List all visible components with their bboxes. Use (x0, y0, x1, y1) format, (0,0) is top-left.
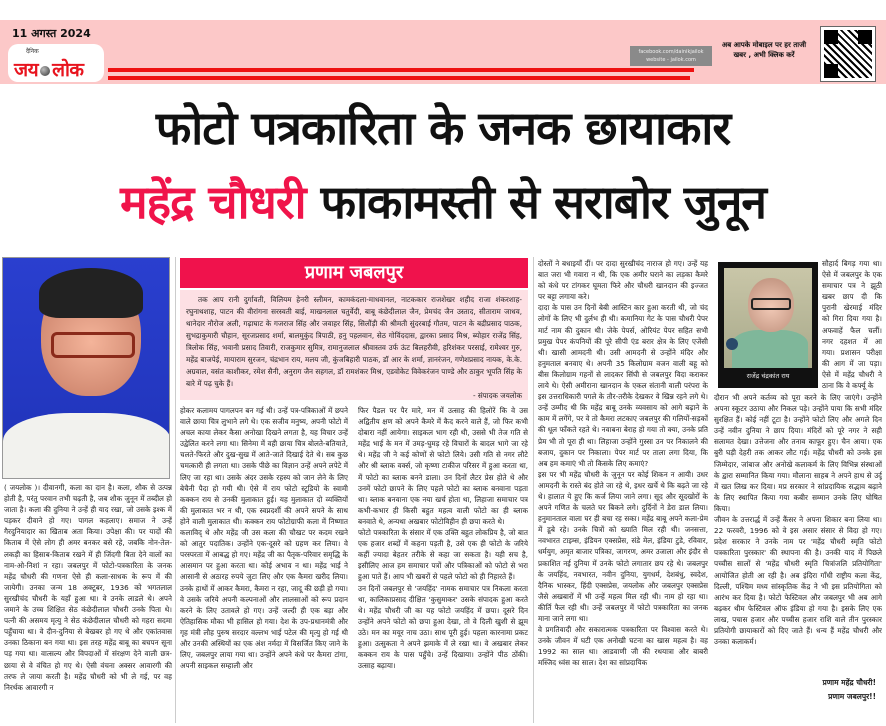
headline-line-1: फोटो पत्रकारिता के जनक छायाकार (155, 101, 731, 155)
editor-note-box (180, 290, 528, 400)
section-banner: प्रणाम जबलपुर (180, 258, 528, 288)
photo-sweater (732, 330, 808, 368)
facebook-link[interactable]: facebook.com/dainikjailok (638, 49, 704, 55)
article-column-2: होकर कलामय पागलपन बन गई थी। उन्हें पत्र-पत्रिकाओं में छपने वाले छाया चित्र लुभाने लगे थे। एक सजीव मनुष्य, अपनी फोटो में अचल काया लेकर कैसा अनोखा दिखने लगता है, यह विचार उन्हें उद्वेलित करने लगा था। सिनेमा में वही छाया चित्र बोलते-बतियाते, चलते-फिरते और दुख-सुख में आते-जाते दिखाई देते थे। सब कुछ चमत्कारी ही लगता था। उसके पीछे का विज्ञान उन्हें अपने लपेटे में लिए जा रहा था। उसके अंदर उसके रहस्य को जान लेने के लिए बेचैनी पैदा हो गयी थी। ऐसे में राय फोटो स्टूडियो के स्वामी कक्कन राय से उनकी मुलाकात हुई। यह मुलाकात दो व्यक्तियों की मुलाकात भर न थी, एक स्वप्नदर्शी की अपने सपने के साथ होने वाली मुलाकात थी। कक्कन राय फोटोग्राफी कला में निष्णात कलाविद् थे और महेंद्र जी उस कला की चौखट पर कदम रखने को आतुर पदातिक। उन्होंने एक-दूसरे को ग्रहण कर लिया। वे परस्परता में आबद्ध हो गए। महेंद्र जी का पैतृक-परिवार समृद्धि के आसमान पर हुआ करता था। कोई अभाव न था। महेंद्र भाई ने आसानी से अठारह रुपये जुटा लिए और एक कैमरा खरीद लिया। उनके हाथों में आकर कैमरा, कैमरा न रहा, जादू की छड़ी हो गया। वे उसके जरिये अपनी कल्पनाओं और लालसाओं को रूप प्रदान करने के लिए उतावले हो गए। उन्हें जल्दी ही एक बड़ा और ऐतिहासिक मौका भी हासिल हो गया। देश के उप-प्रधानमंत्री और गृह मंत्री लौह पुरुष सरदार वल्लभ भाई पटेल की मृत्यु हो गई थी और उनकी अस्थियों का एक अंश नर्मदा में विसर्जित किए जाने के लिए, जबलपुर लाया गया था। उन्होंने अपने कंधे पर कैमरा टांगा, अपनी साइकल सम्हाली और (180, 406, 348, 671)
logo-tagline: दैनिक (26, 48, 39, 55)
globe-icon (40, 66, 50, 76)
portrait-photo-mahendra-chaudhary (2, 257, 170, 479)
qr-code-icon[interactable] (820, 26, 876, 82)
issue-date: 11 अगस्त 2024 (12, 27, 91, 40)
author-photo-image (724, 268, 812, 368)
column-divider (533, 257, 534, 723)
logo-wordmark (14, 56, 84, 82)
article-column-5-top: सौहार्द बिगड़ गया था। ऐसे में जबलपुर के एक समाचार पत्र ने झूठी खबर छाप दी कि पुरानी खेरमाई मंदिर को गिरा दिया गया है। अफवाहें फैल चलीं। नगर दहशत में आ गया। प्रशासन परीक्षा की आग में जा पड़ा। ऐसे में महेंद्र चौधरी ने ठाना कि वे कर्फ्यू के (822, 259, 882, 390)
closing-line-1: प्रणाम महेंद्र चौधरी! (822, 678, 876, 687)
photo-shirt (3, 413, 170, 479)
masthead-rule (108, 76, 690, 80)
promo-line: खबर , अभी क्लिक करें (733, 51, 795, 59)
headline-line-2 (0, 170, 886, 232)
logo-word-right: लोक (52, 59, 84, 81)
editor-note-text: तक आप रानी दुर्गावती, विलियम हेनरी स्लीमन, कामकंदला-माधवानल, नाटककार राजशेखर शहीद राजा शंकरशाह-रघुनाथशाह, पाटन की वीरांगना सरस्वती बाई, माखनलाल चतुर्वेदी, बाबू कंछेदीलाल जैन, प्रेमचंद जैन उस्ताद, सीताराम जाधव, थानेदार नौरोज अली, गढ़ाघाट के गजराज सिंह और जवाहर सिंह, सिलौंड़ी की श्रीमती सुंदरबाई गौतम, पाटन के बद्रीप्रसाद पाठक, सुभद्राकुमारी चौहान, सूरजप्रसाद शर्मा, बालमुकुंद त्रिपाठी, हनु पहलवान, सेठ गोविंददास, द्वारका प्रसाद मिश्र, ब्योहार राजेंद्र सिंह, त्रिलोक सिंह, भवानी प्रसाद तिवारी, राजकुमार सुमित्र, रामानुजलाल श्रीवास्तव उर्फ ऊंट बिलहरीवी, हरिशंकर परसाई, रामेश्वर गुरु, महेंद्र बाजपेई, मायाराम सुरजन, चंद्रभान राय, मलय जी, कुंजबिहारी पाठक, डॉ आर के शर्मा, ज्ञानरंजन, गणेशप्रसाद नायक, के.के. अग्रवाल, वसंत काशीकर, रमेश सैनी, अनुराग जैन सहगल, डॉ रामशंकर मिश्र, एडवोकेट विवेकरंजन पाण्डे और ठाकुर भूपति सिंह के बारे में पढ़ चुके हैं। (186, 295, 522, 388)
logo-word-left: जय (14, 59, 39, 81)
masthead-rule (108, 68, 694, 72)
headline-accent-name: महेंद्र चौधरी (120, 175, 306, 229)
author-photo-caption: राजेंद्र चंद्रकांत राय (746, 372, 790, 380)
photo-glasses (51, 332, 135, 358)
photo-glasses (751, 298, 791, 310)
microphone-icon (726, 338, 738, 350)
article-column-1: ( जयलोक )। दीवानगी, कला का दान है। कला, शौक से उत्पन्न होती है, परंतु परवान तभी चढ़ती है, जब शौक जुनून में तब्दील हो जाता है। कला की दुनिया ने उन्हें ही याद रखा, जो उसके इश्क में पड़कर दीवाने हो गए। पागल कहलाए। समाज ने उन्हें गैरदुनियादार का खिताब अता किया। उपेक्षा की। पर यादों की किताब में ऐसे लोग ही अमर बनकर बसे रहे, जबकि नोन-तेल-लकड़ी का हिसाब-किताब रखने में ही जिंदगी बिता देने वालों का नाम-ओ-निशां न रहा। जबलपुर में फोटो-पत्रकारिता के जनक महेंद्र चौधरी की गणना ऐसे ही कला-साधक के रूप में की जायेगी। उनका जन्म 18 अक्टूबर, 1936 को भगतलाल सुरखीचंद चौधरी के यहाँ हुआ था। वे उनके लाडले थे। अपने जमाने के उच्च शिक्षित सेठ कंछेदीलाल चौधरी उनके पिता थे। पत्नी की असमय मृत्यु ने सेठ कंछेदीलाल चौधरी को गहरा सदमा पहुँचाया था। वे दीन-दुनिया से बेखबर हो गए थे और एकांतवास उनका ठिकाना बन गया था। इस तरह महेंद्र बाबू का बचपन सूना पड़ गया था। वात्सल्य और विपदाओं में संरक्षण देने वाली छत्र-छाया से वे वंचित हो गए थे। ऐसी वंचना अक्सर आवारगी की तरफ ले जाया करती है। महेंद्र चौधरी को भी ले गई, पर वह निरर्थक आवारगी न (4, 483, 172, 692)
article-column-3: फिर पैडल पर पैर मारे, मन में उत्साह की हिलोरें कि वे उस अद्वितीय क्षण को अपने कैमरे में कैद करने वाले हैं, जो फिर कभी दोबारा नहीं आयेगा। साइकल भाग रही थी, उससे भी तेज गति से महेंद्र भाई के मन में उमड़-घुमड़ रहे विचारों के बादल भागे जा रहे थे। महेंद्र जी ने कई कोणों से फोटो लिये। उसी गति से नगर लौटे और श्री ब्लाक वर्क्स, जो कृष्णा टाकीज परिसर में हुआ करता था, में फोटो का ब्लाक बनने डाला। उन दिनों लैटर प्रेस होते थे और उनमें फोटो छापने के लिए पहले फोटो का ब्लाक बनवाना पड़ता था। ब्लाक बनवाना एक नया खर्च होता था, लिहाजा समाचार पत्र कभी-कभार ही किसी बहुत महत्व वाली फोटो का ही ब्लाक बनवाते थे, अन्यथा अखबार फोटोविहीन ही छपा करते थे। फोटो पत्रकारिता के संसार में एक उक्ति बहुत लोकप्रिय है, जो बात एक हजार शब्दों में कहना पड़ती है, उसे एक ही फोटो के जरिये कहीं ज्यादा बेहतर तरीके से कहा जा सकता है। यही सच है, इसीलिए आज हम समाचार पत्रों और पत्रिकाओं को फोटो से भरा हुआ पाते हैं। आप भी खबरों से पहले फोटो को ही निहारते हैं। उन दिनों जबलपुर से 'जयहिंद' नामक समाचार पत्र निकला करता था, कालिकाप्रसाद दीक्षित 'कुसुमाकर' उसके संपादक हुआ करते थे। महेंद्र चौधरी जी का यह फोटो जयहिंद में छपा। दूसरे दिन उन्होंने अपने फोटो को छपा हुआ देखा, तो वे दिली खुशी से झूम उठे। मन का मयूर नाच उठा। साध पूरी हुई। पहला कारनामा प्रकट हुआ। उत्सुकता ने अपने झमाके में ले रखा था। वे अखबार लेकर कक्कन राय के पास पहुँचे। उन्हें दिखाया। उन्होंने पीठ ठोंकी। उत्साह बढ़ाया। (358, 406, 528, 671)
masthead (0, 20, 886, 84)
promo-line: अब आपके मोबाइल पर हर ताजी (721, 41, 807, 49)
social-links[interactable] (630, 46, 712, 66)
closing-line-2: प्रणाम जबलपुर!! (828, 692, 876, 701)
newspaper-logo[interactable] (8, 44, 104, 82)
article-column-5: दौरान भी अपने कर्तव्य को पूरा करने के लिए जाएंगे। उन्होंने अपना स्कूटर उठाया और निकल पड़े। उन्होंने पाया कि सभी मंदिर सुरक्षित हैं। कोई नहीं टूटा है। उन्होंने फोटो लिए और अगले दिन उन्हें नवीन दुनिया ने छाप दिया। मंदिरों को पूरे नगर ने सही सलामत देखा। उत्तेजना और तनाव काफूर हुए। चैन आया। एक बुरी घड़ी देहरी तक आकर लौट गई। महेंद्र चौधरी को उनके इस जिम्मेदार, जांबाज और अनोखे कलाकर्म के लिए विभिन्न संस्थाओं के द्वारा सम्मानित किया गया। मौलाना साहब ने अपने हाथ से उर्दू में खत लिख कर दिया। मप्र सरकार ने सांप्रदायिक सद्भाव बढ़ाने के लिए स्थापित किया गया कबीर सम्मान उनके लिए घोषित किया। जीवन के उत्तरार्द्ध में उन्हें कैंसर ने अपना शिकार बना लिया था। 22 फरवरी, 1996 को वे इस असार संसार से विदा हो गए। प्रदेश सरकार ने उनके नाम पर 'महेंद्र चौधरी स्मृति फोटो पत्रकारिता पुरस्कार' की स्थापना की है। उनकी याद में पिछले पच्चीस सालों से 'महेंद्र चौधरी स्मृति चित्रांजलि प्रतियोगिता' आयोजित होती आ रही है। अब इंदिरा गाँधी राष्ट्रीय कला केंद्र, दिल्ली, पश्चिम मध्य सांस्कृतिक केंद्र ने भी इस प्रतियोगिता को आरंभ कर दिया है। फोटो फेस्टिवल और जबलपुर भी अब आगे बढ़कर थीम फेस्टिवल ऑफ इंडिया हो गया है। इसके लिए एक लाख, पचास हजार और पच्चीस हजार राशि वाले तीन पुरस्कार प्रतियोगी छायाकारों को दिए जाते हैं। धन्य हैं महेंद्र चौधरी और उनका कलाकर्म। (714, 393, 882, 647)
article-column-4: दोस्तों ने बधाइयाँ दीं। पर दादा सुरखीचंद नाराज हो गए। उन्हें यह बात जरा भी गवारा न थी, कि एक अमीर घराने का लड़का कैमरे को कंधे पर टांगकर घूमता फिरे और चौधरी खानदान की इज्जत पर बट्टा लगाया करे। दादा के पास उन दिनों बेबी आस्टिन कार हुआ करती थी, जो चंद लोगों के लिए भी दुर्लभ ही थी। कमानिया गेट के पास चौधरी पेपर मार्ट नाम की दुकान थी। जेके पेपर्स, ओरियंट पेपर सहित सभी प्रमुख पेपर कंपनियों की पूरे सीपी एंड बरार क्षेत्र के लिए एजेंसी थी। खासी आमदनी थी। उसी आमदनी से उन्होंने मंदिर और हनुमताल बनवाए थे। अपनी 35 किलोग्राम वजन वाली बहू को बीस किलोग्राम गहनों से लादकर सिंघी से जबलपुर विदा कराकर लाये थे। ऐसी अमीराना खानदान के एकल संतानी वाली परंपरा के इस उत्तराधिकारी पगले के तौर-तरीके देखकर वे खिन्न रहने लगे थे। उन्हें उम्मीद थी कि महेंद्र बाबू उनके व्यवसाय को आगे बढ़ाने के काम में लगेंगे, पर वे तो कैमरा लटकाए जबलपुर की गलियों-सड़कों की धूल फाँकते रहते थे। नवाबना बेराह हो गया तो क्या, उनके प्रति प्रेम भी तो पूरा ही था। लिहाजा उन्होंने गुस्सा उन पर निकालने की बजाय, दुकान पर निकाला। पेपर मार्ट पर ताला लगा दिया, कि अब हम कमाएं भी तो किसके लिए कमाएं? इस पर भी महेंद्र चौधरी के जुनून पर कोई शिकन न आयी। उधर आमदनी के रास्ते बंद होते जा रहे थे, इधर खर्चे थे कि बढ़ते जा रहे थे। हालात ये हुए कि कर्ज लिया जाने लगा। सूद और सूदखोरों के अपने गणित के चलते घर बिकने लगे। दुर्दिनों ने डेरा डाल लिया। हनुमानताल वाला घर ही बचा रह सका। महेंद्र बाबू अपने कला-प्रेम में डूबे रहे। उनके चित्रों को ख्याति मिल रही थी। जनसत्ता, नवभारत टाइम्स, इंडियन एक्सप्रेस, संडे मेल, इंडिया टुडे, रविवार, धर्मयुग, अमृत बाजार पत्रिका, जागरण, अमर उजाला और इंदौर से प्रकाशित नई दुनिया में उनके फोटो लगातार छप रहे थे। जबलपुर के जयहिंद, नवभारत, नवीन दुनिया, युगधर्म, देशबंधु, स्वदेश, दैनिक भास्कर, हिंदी एक्सप्रेस, जयलोक और जबलपुर एक्सप्रेस जैसे अखबारों में भी उन्हें महत्व मिल रही थी। नाम हो रहा था। कीर्ति फैल रही थी। उन्हें जबलपुर में फोटो पत्रकारिता का जनक माना जाने लगा था। वे प्रगतिवादी और सकारात्मक पत्रकारिता पर विश्वास करते थे। उनके जीवन में घटी एक अनोखी घटना का खास महत्व है। वह 1992 का साल था। आडवाणी जी की रथयात्रा और बाबरी मस्जिद ध्वंस का साल। देश का सांप्रदायिक (538, 259, 708, 668)
photo-hair (39, 268, 143, 318)
headline-rest: फाकामस्ती से सराबोर जुनून (320, 175, 766, 229)
qr-pattern (824, 30, 872, 78)
mobile-promo (714, 40, 814, 60)
author-photo (718, 262, 818, 388)
column-divider (175, 257, 176, 723)
editor-signature: - संपादक जयलोक (472, 391, 522, 400)
website-link[interactable]: website - jailok.com (646, 57, 696, 63)
